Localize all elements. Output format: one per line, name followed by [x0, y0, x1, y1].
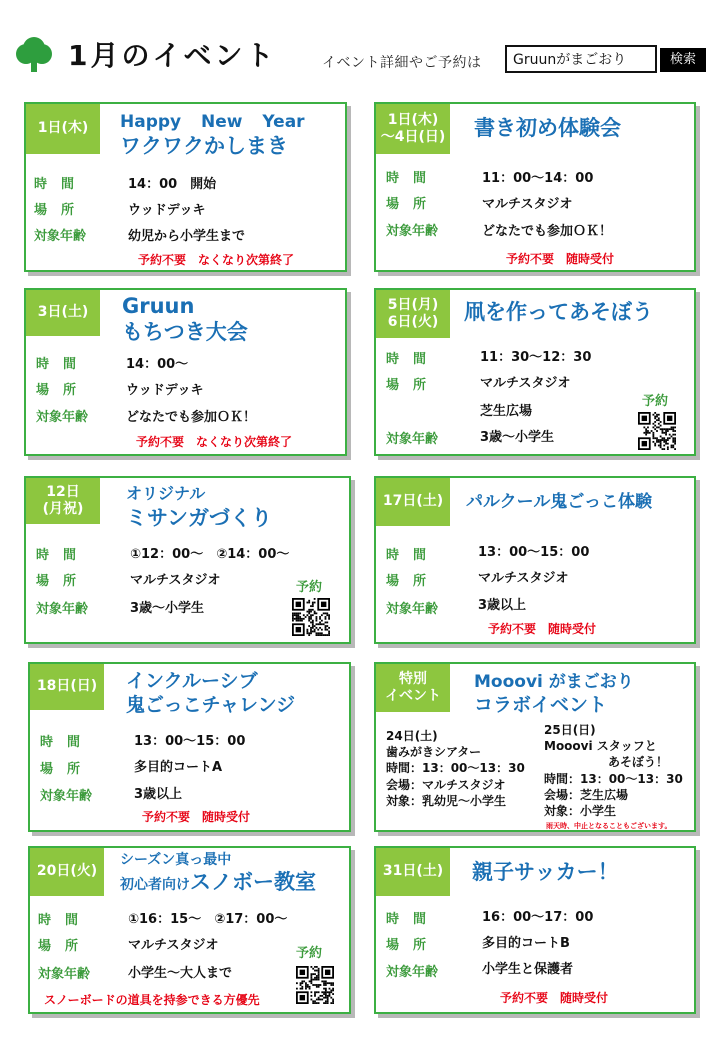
target-value: どなたでも参加ＯＫ！ [482, 224, 613, 239]
target-value: 3歳以上 [134, 787, 183, 802]
place-value: マルチスタジオ [480, 376, 571, 391]
event-card-kakizome [374, 102, 696, 272]
time-label: 時間 [386, 171, 441, 186]
time-value: ①16：15～ ②17：00～ [128, 912, 288, 927]
event-title: コラボイベント [474, 694, 608, 716]
search-button[interactable]: 検索 [660, 48, 706, 72]
place-label: 場所 [386, 938, 441, 953]
place-value-2: 芝生広場 [480, 404, 533, 419]
event-card-new-year [24, 102, 347, 272]
event-title: ワクワクかしまき [120, 134, 288, 158]
date-tab [376, 664, 450, 712]
page-title: 1月のイベント [68, 39, 277, 72]
place-label: 場所 [386, 197, 441, 212]
day1-target: 対象：乳幼児～小学生 [386, 793, 507, 808]
target-value: 3歳以上 [478, 598, 527, 613]
event-title-sub: Mooovi がまごおり [474, 672, 634, 692]
time-value: 11：00～14：00 [482, 171, 594, 186]
priority-note: スノーボードの道具を持参できる方優先 [44, 993, 260, 1007]
reserve-label: 予約 [296, 580, 323, 595]
time-value: 14：00 開始 [128, 177, 217, 192]
date-end: 6日(火) [387, 314, 439, 330]
place-label: 場所 [38, 939, 93, 954]
reservation-note: 予約不要 なくなり次第終了 [136, 435, 293, 449]
day2-date: 25日(日) [544, 723, 596, 737]
place-label: 場所 [34, 203, 89, 218]
time-label: 時間 [36, 548, 91, 563]
target-label: 対象年齢 [40, 789, 93, 804]
event-title: もちつき大会 [122, 320, 248, 344]
time-value: ①12：00～ ②14：00～ [130, 547, 290, 562]
time-value: 13：00～15：00 [134, 734, 246, 749]
event-card-soccer [374, 846, 696, 1014]
target-value: 小学生と保護者 [482, 962, 574, 977]
day2-name: Mooovi スタッフと [544, 739, 657, 754]
date-tab [26, 478, 100, 524]
date-start: 12日 [46, 483, 80, 500]
event-label: イベント [385, 688, 441, 704]
time-value: 13：00～15：00 [478, 545, 590, 560]
event-card-inclusive [28, 662, 351, 832]
place-value: マルチスタジオ [482, 197, 573, 212]
day1-date: 24日(土) [386, 729, 438, 743]
event-title: 書き初め体験会 [474, 116, 621, 140]
date-tab: 17日(土) [376, 478, 450, 526]
date-end: ～4日(日) [380, 129, 446, 145]
target-label: 対象年齢 [386, 602, 439, 617]
place-value: 多目的コートB [482, 936, 570, 951]
target-label: 対象年齢 [36, 602, 89, 617]
target-value: 小学生～大人まで [128, 966, 233, 981]
place-label: 場所 [386, 378, 441, 393]
date-tab: 20日(火) [30, 848, 104, 896]
rain-note: 雨天時、中止となることもございます。 [546, 822, 672, 830]
event-title: ミサンガづくり [126, 506, 272, 530]
time-label: 時間 [34, 177, 89, 192]
event-title-sub: Gruun [122, 294, 195, 318]
day1-block [386, 728, 525, 809]
day2-target: 対象：小学生 [544, 803, 617, 818]
date-tab: 31日(土) [376, 848, 450, 896]
place-value: 多目的コートA [134, 760, 223, 775]
place-label: 場所 [386, 574, 441, 589]
event-title: 凧を作ってあそぼう [464, 300, 653, 324]
day2-name-2: あそぼう！ [608, 755, 669, 770]
time-label: 時間 [386, 352, 441, 367]
reserve-label: 予約 [642, 394, 669, 409]
event-title-sub: オリジナル [126, 484, 206, 503]
place-value: ウッドデッキ [128, 203, 206, 218]
place-label: 場所 [36, 383, 91, 398]
time-label: 時間 [36, 357, 91, 372]
reservation-note: 予約不要 随時受付 [142, 810, 251, 824]
qr-code-icon[interactable] [638, 412, 676, 450]
event-card-mochitsuki [24, 288, 347, 456]
event-card-parkour [374, 476, 696, 644]
search-input[interactable] [505, 45, 657, 73]
target-label: 対象年齢 [386, 224, 439, 239]
place-label: 場所 [36, 574, 91, 589]
day2-place: 会場：芝生広場 [544, 787, 629, 802]
date-tab: 3日(土) [26, 290, 100, 336]
date-tab [376, 290, 450, 338]
qr-code-icon[interactable] [296, 966, 334, 1004]
target-value: 3歳～小学生 [480, 430, 555, 445]
target-value: 幼児から小学生まで [128, 229, 246, 244]
date-tab: 18日(日) [30, 664, 104, 710]
target-label: 対象年齢 [34, 229, 87, 244]
place-value: マルチスタジオ [128, 938, 219, 953]
event-title-sub: インクルーシブ [126, 670, 258, 692]
target-label: 対象年齢 [38, 967, 91, 982]
target-label: 対象年齢 [386, 432, 439, 447]
event-title-sub: シーズン真っ最中 [120, 852, 232, 868]
date-end: (月祝) [42, 501, 84, 517]
date-start: 5日(月) [387, 296, 439, 313]
date-tab: 1日(木) [26, 104, 100, 154]
time-label: 時間 [38, 913, 93, 928]
time-label: 時間 [386, 912, 441, 927]
time-label: 時間 [386, 548, 441, 563]
time-value: 11：30～12：30 [480, 350, 592, 365]
place-value: ウッドデッキ [126, 383, 204, 398]
day2-block [544, 722, 683, 819]
event-card-kite [374, 288, 696, 456]
date-start: 1日(木) [387, 111, 439, 128]
reservation-note: 予約不要 なくなり次第終了 [138, 253, 295, 267]
qr-code-icon[interactable] [292, 598, 330, 636]
day2-time: 時間：13：00～13：30 [544, 771, 683, 786]
reservation-note: 予約不要 随時受付 [506, 252, 615, 266]
date-tab [376, 104, 450, 154]
special-label: 特別 [399, 670, 427, 687]
target-value: どなたでも参加ＯＫ！ [126, 410, 257, 425]
reservation-note: 予約不要 随時受付 [488, 622, 597, 636]
event-title [120, 870, 316, 895]
reserve-label: 予約 [296, 946, 323, 961]
event-title: 親子サッカー！ [472, 860, 619, 884]
info-label: イベント詳細やご予約は [322, 55, 482, 71]
time-value: 16：00～17：00 [482, 910, 594, 925]
place-value: マルチスタジオ [478, 571, 569, 586]
tree-icon [14, 36, 54, 76]
day1-place: 会場：マルチスタジオ [386, 777, 506, 792]
event-card-misanga [24, 476, 351, 644]
reservation-note: 予約不要 随時受付 [500, 991, 609, 1005]
event-card-snowboard [28, 846, 351, 1014]
event-title-prefix: 初心者向け [120, 877, 190, 893]
day1-time: 時間：13：00～13：30 [386, 761, 525, 776]
event-title-sub: Happy New Year [120, 112, 305, 132]
target-label: 対象年齢 [36, 410, 89, 425]
time-value: 14：00～ [126, 357, 189, 372]
event-title: パルクール鬼ごっこ体験 [466, 492, 652, 512]
time-label: 時間 [40, 735, 95, 750]
event-title: 鬼ごっこチャレンジ [126, 694, 296, 716]
event-card-mooovi [374, 662, 696, 832]
event-title-main: スノボー教室 [190, 870, 316, 894]
place-label: 場所 [40, 762, 95, 777]
day1-name: 歯みがきシアター [386, 745, 482, 760]
place-value: マルチスタジオ [130, 573, 221, 588]
target-label: 対象年齢 [386, 965, 439, 980]
target-value: 3歳～小学生 [130, 601, 205, 616]
